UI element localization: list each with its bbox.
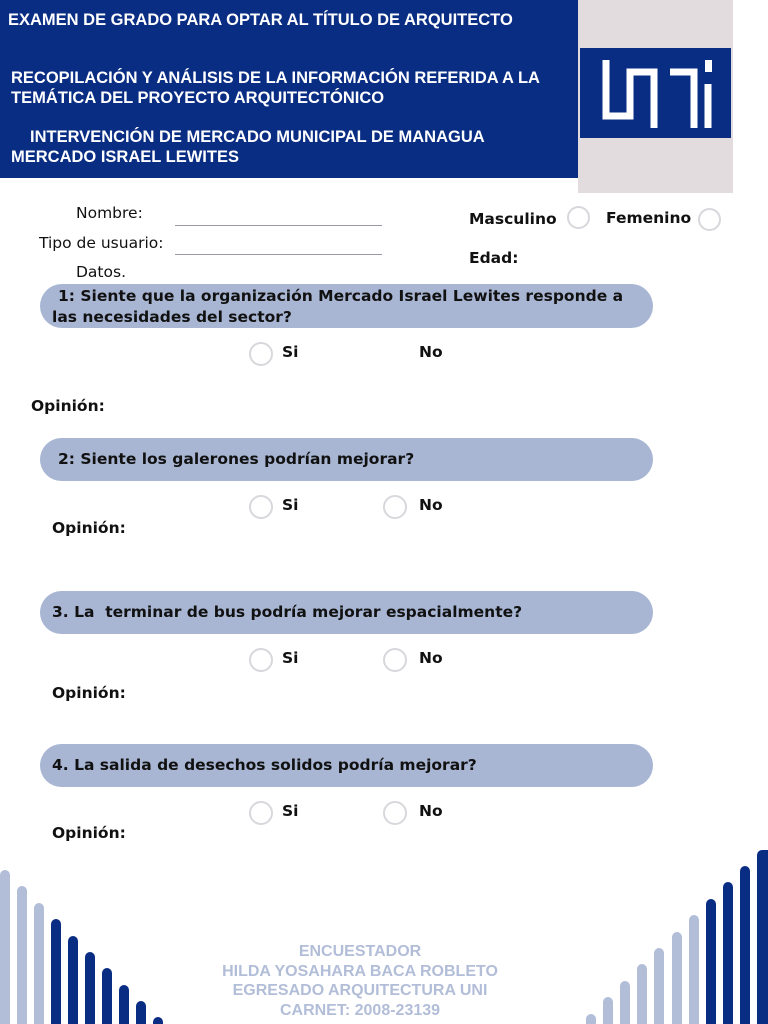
decorative-bar xyxy=(740,866,750,1024)
decorative-bar xyxy=(68,936,78,1024)
footer-carnet: CARNET: 2008-23139 xyxy=(279,1001,441,1019)
decorative-bar xyxy=(34,903,44,1024)
question-4 xyxy=(40,744,653,787)
header-project-line2: MERCADO ISRAEL LEWITES xyxy=(11,148,239,166)
question-2-yes-radio[interactable] xyxy=(249,495,273,519)
tipo-usuario-label: Tipo de usuario: xyxy=(39,234,164,252)
footer-credits xyxy=(190,942,530,1020)
question-2-yes-label: Si xyxy=(282,496,299,514)
header-subtitle-line1: RECOPILACIÓN Y ANÁLISIS DE LA INFORMACIÓN REFERIDA A LA xyxy=(11,69,540,87)
decorative-bar xyxy=(102,968,112,1024)
question-4-yes-radio[interactable] xyxy=(249,801,273,825)
question-2 xyxy=(40,438,653,481)
logo-panel xyxy=(578,0,733,193)
question-4-opinion-label: Opinión: xyxy=(52,824,126,842)
footer-name: HILDA YOSAHARA BACA ROBLETO xyxy=(222,962,498,980)
footer-role: ENCUESTADOR xyxy=(298,943,422,960)
question-3-text: 3. La terminar de bus podría mejorar espacialmente? xyxy=(52,603,523,621)
decorative-bar xyxy=(85,952,95,1024)
question-1-text-line1: 1: Siente que la organización Mercado Israel Lewites responde a xyxy=(58,286,624,305)
question-3-opinion-label: Opinión: xyxy=(52,684,126,702)
header-project-line1: INTERVENCIÓN DE MERCADO MUNICIPAL DE MANAGUA xyxy=(30,128,485,146)
decorative-bar xyxy=(757,850,768,1024)
decorative-bar xyxy=(723,882,733,1024)
decorative-bar xyxy=(706,899,716,1024)
decorative-bar xyxy=(0,870,10,1024)
question-4-no-label: No xyxy=(419,802,443,820)
question-4-text: 4. La salida de desechos solidos podría mejorar? xyxy=(52,756,477,774)
tipo-usuario-field[interactable] xyxy=(175,254,382,255)
decorative-bar xyxy=(672,932,682,1024)
decorative-bar xyxy=(637,964,647,1024)
question-3-no-radio[interactable] xyxy=(383,648,407,672)
decorative-bar xyxy=(17,886,27,1024)
question-3 xyxy=(40,591,653,634)
decorative-bar xyxy=(586,1014,596,1024)
decorative-bar xyxy=(620,981,630,1024)
question-1-yes-label: Si xyxy=(282,343,299,361)
masculino-radio[interactable] xyxy=(567,206,590,229)
edad-label: Edad: xyxy=(469,249,519,267)
header-banner xyxy=(0,0,578,178)
question-3-yes-label: Si xyxy=(282,649,299,667)
decorative-bar xyxy=(51,919,61,1024)
uni-logo xyxy=(578,48,733,138)
decorative-bar xyxy=(153,1017,163,1024)
nombre-field[interactable] xyxy=(175,225,382,226)
question-2-no-label: No xyxy=(419,496,443,514)
question-4-no-radio[interactable] xyxy=(383,801,407,825)
question-1-yes-radio[interactable] xyxy=(249,342,273,366)
decorative-bar xyxy=(136,1001,146,1024)
femenino-label: Femenino xyxy=(606,209,692,227)
decorative-bar xyxy=(603,997,613,1024)
question-1-text-line2: las necesidades del sector? xyxy=(52,307,292,326)
question-1-opinion-label: Opinión: xyxy=(31,397,105,415)
datos-label: Datos. xyxy=(76,263,126,281)
header-subtitle-line2: TEMÁTICA DEL PROYECTO ARQUITECTÓNICO xyxy=(11,89,385,107)
header-title: EXAMEN DE GRADO PARA OPTAR AL TÍTULO DE ARQUITECTO xyxy=(8,11,513,29)
question-3-no-label: No xyxy=(419,649,443,667)
question-2-opinion-label: Opinión: xyxy=(52,519,126,537)
question-2-text: 2: Siente los galerones podrían mejorar? xyxy=(58,450,415,468)
question-1 xyxy=(40,284,653,328)
nombre-label: Nombre: xyxy=(76,204,143,222)
decorative-bar xyxy=(654,948,664,1024)
decorative-bar xyxy=(689,915,699,1024)
question-2-no-radio[interactable] xyxy=(383,495,407,519)
femenino-radio[interactable] xyxy=(698,208,721,231)
question-4-yes-label: Si xyxy=(282,802,299,820)
question-3-yes-radio[interactable] xyxy=(249,648,273,672)
question-1-no-label: No xyxy=(419,343,443,361)
decorative-bar xyxy=(119,985,129,1024)
footer-degree: EGRESADO ARQUITECTURA UNI xyxy=(232,982,488,999)
masculino-label: Masculino xyxy=(469,210,557,228)
